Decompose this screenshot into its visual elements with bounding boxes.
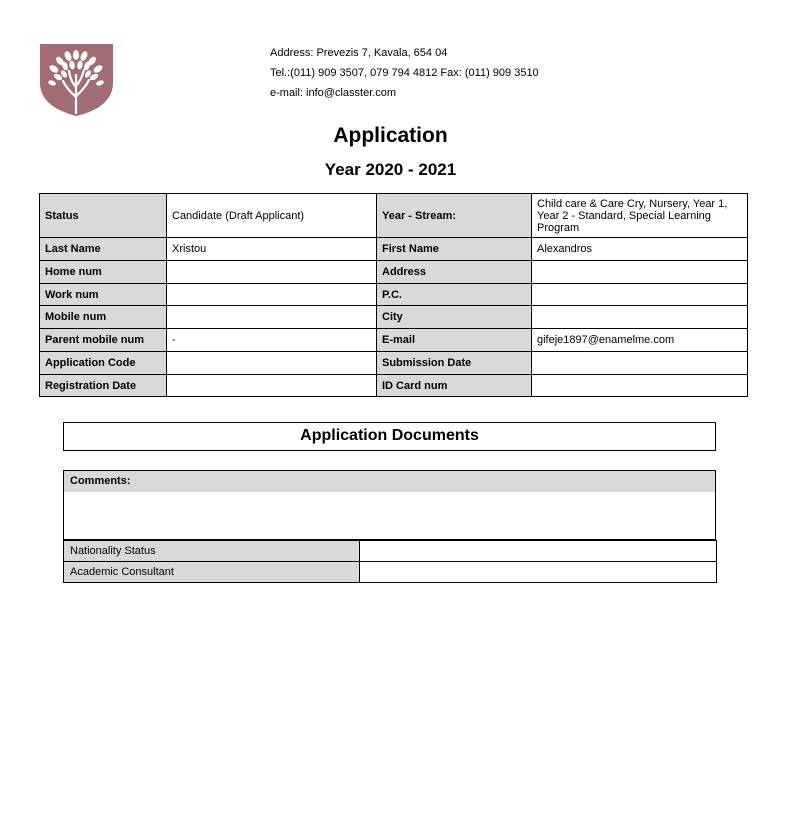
work-num-value	[167, 284, 377, 306]
academic-consultant-value	[360, 562, 717, 583]
tel-line: Tel.:(011) 909 3507, 079 794 4812 Fax: (011) 909 3510	[270, 67, 539, 79]
comments-header	[63, 470, 716, 493]
table-row	[40, 261, 748, 284]
address-value	[532, 261, 748, 284]
address-line: Address: Prevezis 7, Kavala, 654 04	[270, 47, 448, 59]
comments-box	[63, 492, 716, 540]
table-row	[40, 306, 748, 329]
page-title: Application	[333, 124, 448, 147]
table-row	[40, 238, 748, 261]
email-label: E-mail	[377, 329, 532, 352]
parent-mobile-label: Parent mobile num	[40, 329, 167, 352]
table-row	[40, 284, 748, 306]
tree-shield-logo-icon	[39, 41, 114, 117]
city-value	[532, 306, 748, 329]
extra-info-table	[63, 540, 717, 583]
pc-value	[532, 284, 748, 306]
last-name-label: Last Name	[40, 238, 167, 261]
registration-date-value	[167, 375, 377, 397]
address-label: Address	[377, 261, 532, 284]
parent-mobile-value: -	[167, 329, 377, 352]
first-name-value: Alexandros	[532, 238, 748, 261]
first-name-label: First Name	[377, 238, 532, 261]
comments-label: Comments:	[70, 475, 131, 487]
contact-info	[270, 43, 539, 103]
home-num-label: Home num	[40, 261, 167, 284]
city-label: City	[377, 306, 532, 329]
table-row	[40, 329, 748, 352]
id-card-value	[532, 375, 748, 397]
table-row	[40, 375, 748, 397]
last-name-value: Xristou	[167, 238, 377, 261]
academic-consultant-label: Academic Consultant	[64, 562, 360, 583]
year-stream-label: Year - Stream:	[377, 194, 532, 238]
application-documents-heading: Application Documents	[63, 422, 716, 451]
status-label: Status	[40, 194, 167, 238]
work-num-label: Work num	[40, 284, 167, 306]
mobile-num-value	[167, 306, 377, 329]
mobile-num-label: Mobile num	[40, 306, 167, 329]
nationality-status-value	[360, 541, 717, 562]
email-line: e-mail: info@classter.com	[270, 87, 397, 99]
table-row	[64, 562, 717, 583]
registration-date-label: Registration Date	[40, 375, 167, 397]
home-num-value	[167, 261, 377, 284]
table-row	[64, 541, 717, 562]
id-card-label: ID Card num	[377, 375, 532, 397]
table-row	[40, 194, 748, 238]
submission-date-label: Submission Date	[377, 352, 532, 375]
application-code-value	[167, 352, 377, 375]
email-value: gifeje1897@enamelme.com	[532, 329, 748, 352]
applicant-info-table	[39, 193, 748, 397]
page-subtitle: Year 2020 - 2021	[324, 160, 457, 179]
year-stream-value: Child care & Care Cry, Nursery, Year 1, Year 2 - Standard, Special Learning Program	[532, 194, 748, 238]
status-value: Candidate (Draft Applicant)	[167, 194, 377, 238]
application-code-label: Application Code	[40, 352, 167, 375]
table-row	[40, 352, 748, 375]
nationality-status-label: Nationality Status	[64, 541, 360, 562]
submission-date-value	[532, 352, 748, 375]
pc-label: P.C.	[377, 284, 532, 306]
